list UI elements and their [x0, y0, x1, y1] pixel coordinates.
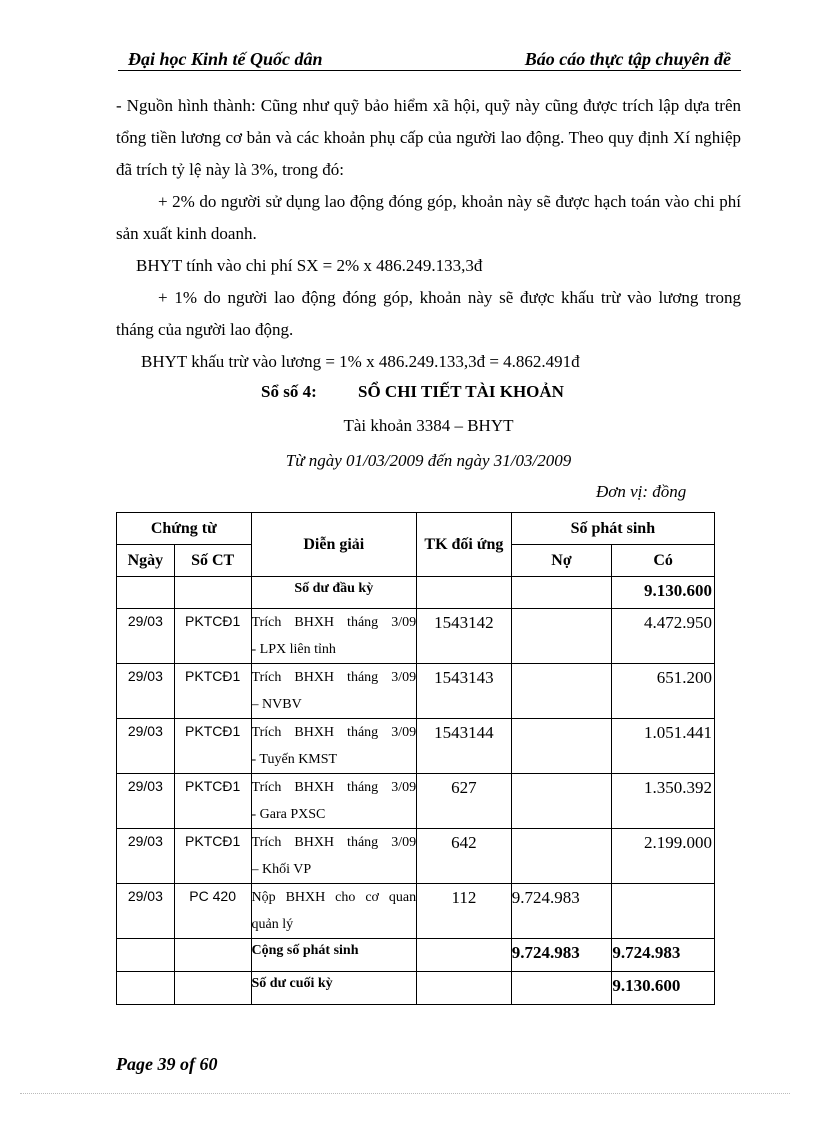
- row-description: Trích BHXH tháng 3/09 – NVBV: [251, 664, 417, 719]
- formula-deduction: BHYT khấu trừ vào lương = 1% x 486.249.133,3đ = 4.862.491đ: [141, 352, 580, 371]
- row-debit: [511, 664, 612, 719]
- row-credit: [612, 884, 715, 939]
- row-contra: 112: [417, 884, 512, 939]
- page-number: Page 39 of 60: [116, 1054, 218, 1074]
- paragraph-employer-share: + 2% do người sử dụng lao động đóng góp, khoản này sẽ được hạch toán vào chi phí sản xuất kinh doanh.: [116, 192, 741, 243]
- col-contra: TK đối ứng: [417, 513, 512, 577]
- ledger-unit: Đơn vị: đồng: [596, 482, 687, 501]
- row-credit: 1.350.392: [612, 774, 715, 829]
- row-contra: 627: [417, 774, 512, 829]
- row-description: Trích BHXH tháng 3/09 - LPX liên tỉnh: [251, 609, 417, 664]
- total-credit: 9.724.983: [612, 939, 715, 972]
- row-credit: 651.200: [612, 664, 715, 719]
- ledger-account: Tài khoản 3384 – BHYT: [343, 416, 514, 435]
- row-description: Trích BHXH tháng 3/09 - Tuyến KMST: [251, 719, 417, 774]
- closing-label: Số dư cuối kỳ: [251, 972, 417, 1005]
- row-contra: 642: [417, 829, 512, 884]
- total-debit: 9.724.983: [511, 939, 612, 972]
- row-debit: [511, 609, 612, 664]
- row-date: 29/03: [117, 774, 175, 829]
- row-credit: 1.051.441: [612, 719, 715, 774]
- row-date: 29/03: [117, 609, 175, 664]
- page-header: [118, 46, 741, 71]
- row-number: PC 420: [174, 884, 251, 939]
- header-university: Đại học Kinh tế Quốc dân: [128, 49, 323, 69]
- col-credit: Có: [612, 545, 715, 577]
- opening-label: Số dư đầu kỳ: [251, 577, 417, 609]
- row-contra: 1543144: [417, 719, 512, 774]
- col-debit: Nợ: [511, 545, 612, 577]
- row-number: PKTCĐ1: [174, 664, 251, 719]
- ledger-title: SỔ CHI TIẾT TÀI KHOẢN: [358, 382, 564, 401]
- total-label: Cộng số phát sinh: [251, 939, 417, 972]
- row-description: Trích BHXH tháng 3/09 – Khối VP: [251, 829, 417, 884]
- table-row: [117, 609, 715, 664]
- table-row: [117, 884, 715, 939]
- opening-credit: 9.130.600: [612, 577, 715, 609]
- row-credit: 2.199.000: [612, 829, 715, 884]
- header-row-1: [117, 513, 715, 545]
- paragraph-employee-share: + 1% do người lao động đóng góp, khoản này sẽ được khấu trừ vào lương trong tháng của người lao động.: [116, 288, 741, 339]
- col-voucher: Chứng từ: [117, 513, 252, 545]
- row-date: 29/03: [117, 884, 175, 939]
- closing-balance-row: [117, 972, 715, 1005]
- row-description: Trích BHXH tháng 3/09 - Gara PXSC: [251, 774, 417, 829]
- col-amounts: Số phát sinh: [511, 513, 714, 545]
- row-debit: [511, 829, 612, 884]
- table-row: [117, 774, 715, 829]
- row-debit: 9.724.983: [511, 884, 612, 939]
- col-date: Ngày: [117, 545, 175, 577]
- row-debit: [511, 774, 612, 829]
- opening-balance-row: [117, 577, 715, 609]
- row-debit: [511, 719, 612, 774]
- ledger-label: Sổ số 4:: [261, 382, 317, 401]
- paragraph-source: - Nguồn hình thành: Cũng như quỹ bảo hiểm xã hội, quỹ này cũng được trích lập dựa trên tổng tiền lương cơ bản và các khoản phụ cấp của người lao động. Theo quy định Xí nghiệp đã trích tỷ lệ này là 3%, trong đó:: [116, 96, 741, 179]
- row-date: 29/03: [117, 719, 175, 774]
- row-number: PKTCĐ1: [174, 774, 251, 829]
- ledger-period: Từ ngày 01/03/2009 đến ngày 31/03/2009: [285, 451, 572, 470]
- formula-expense: BHYT tính vào chi phí SX = 2% x 486.249.133,3đ: [136, 256, 483, 275]
- col-number: Số CT: [174, 545, 251, 577]
- table-row: [117, 664, 715, 719]
- col-description: Diễn giải: [251, 513, 417, 577]
- table-row: [117, 829, 715, 884]
- row-credit: 4.472.950: [612, 609, 715, 664]
- ledger-table: [116, 512, 715, 1005]
- body-text: [116, 90, 741, 378]
- row-description: Nộp BHXH cho cơ quan quản lý: [251, 884, 417, 939]
- table-row: [117, 719, 715, 774]
- row-contra: 1543143: [417, 664, 512, 719]
- row-number: PKTCĐ1: [174, 719, 251, 774]
- total-row: [117, 939, 715, 972]
- row-contra: 1543142: [417, 609, 512, 664]
- row-date: 29/03: [117, 664, 175, 719]
- row-number: PKTCĐ1: [174, 609, 251, 664]
- header-report-title: Báo cáo thực tập chuyên đề: [524, 49, 731, 69]
- row-number: PKTCĐ1: [174, 829, 251, 884]
- page-divider: [20, 1093, 790, 1094]
- closing-credit: 9.130.600: [612, 972, 715, 1005]
- row-date: 29/03: [117, 829, 175, 884]
